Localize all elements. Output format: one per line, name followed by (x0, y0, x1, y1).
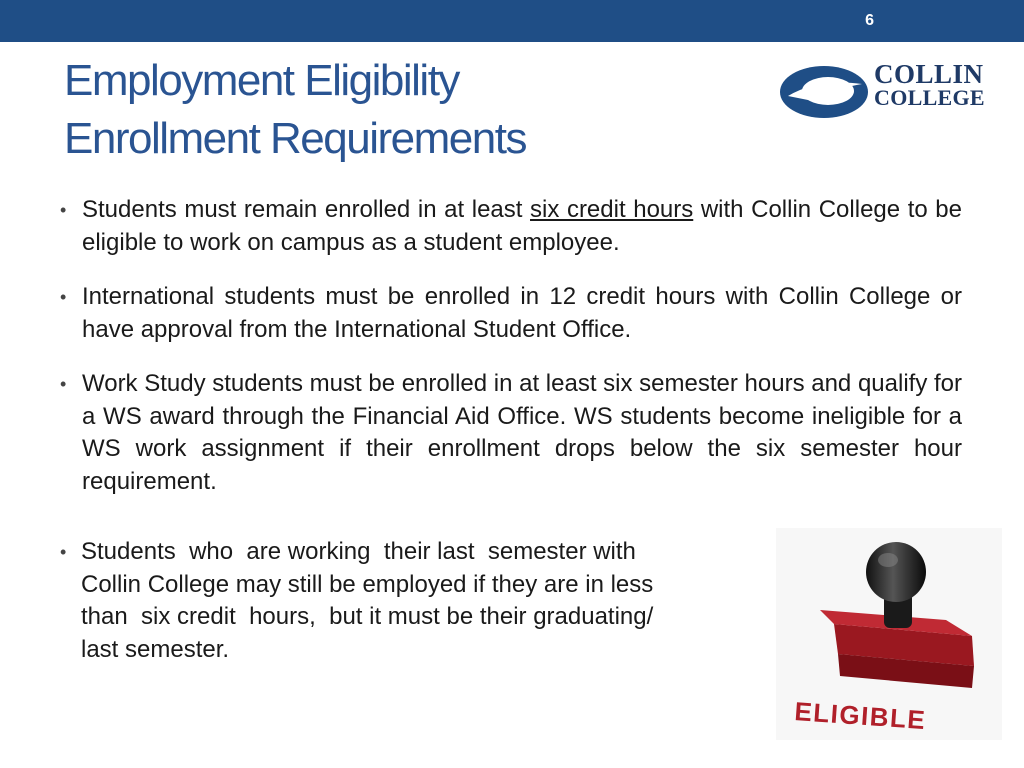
logo-swoosh-icon (778, 58, 870, 124)
rubber-stamp-icon (776, 528, 1002, 740)
bullet-text: Work Study students must be enrolled in at least six semester hours and qualify for a WS award through the Financial Aid Office. WS students become ineligible for a WS work assignment if their enrollment drops below the six semester hour requirement. (82, 370, 962, 495)
bullet-dot-icon: • (60, 200, 67, 220)
collin-college-logo (778, 58, 1002, 124)
title-line-2: Enrollment Requirements (64, 114, 526, 163)
bullet-line: last semester. (81, 635, 230, 663)
bullet-item-last-semester (60, 536, 761, 666)
bullet-item (60, 281, 962, 346)
logo-text-collin: COLLIN (874, 59, 984, 89)
bullet-dot-icon: • (60, 542, 67, 562)
bullet-item (60, 368, 962, 498)
bullet-item (60, 194, 962, 259)
slide-number: 6 (865, 12, 874, 29)
bullet-text: with Collin College to be eligible to work on campus as a student employee. (82, 196, 962, 256)
bullet-underlined-text: six credit hours (530, 196, 694, 223)
stamp-label: ELIGIBLE (793, 696, 928, 736)
bullet-list (60, 194, 962, 520)
slide-title (64, 52, 724, 168)
bullet-line: Collin College may still be employed if they are in less (81, 570, 654, 598)
title-line-1: Employment Eligibility (64, 56, 459, 105)
bullet-text: Students must remain enrolled in at least (82, 196, 531, 223)
bullet-dot-icon: • (60, 287, 67, 307)
bullet-dot-icon: • (60, 374, 67, 394)
logo-text-college: COLLEGE (874, 85, 985, 110)
bullet-line: than six credit hours, but it must be their graduating/ (81, 603, 654, 630)
eligible-stamp-image (776, 528, 1002, 740)
header-bar (0, 0, 1024, 42)
bullet-line: Students who are working their last semester with (81, 538, 636, 565)
bullet-text: International students must be enrolled in 12 credit hours with Collin College or have approval from the International Student Office. (82, 283, 962, 343)
